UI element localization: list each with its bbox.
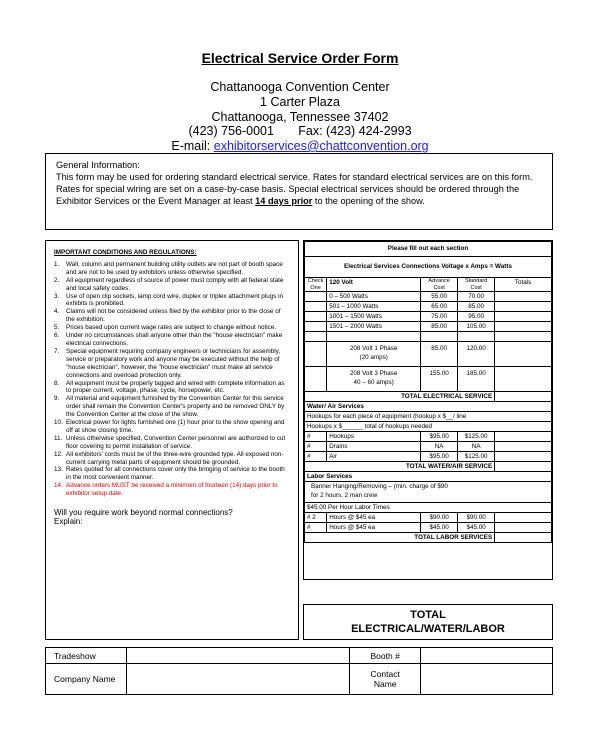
column-check: Check One [305,278,327,292]
email-link[interactable]: exhibitorservices@chattconvention.org [213,139,429,153]
condition-text: Special equipment requiring company engineers or technicians for assembly, service or preparatory work and anyone may be executed without the help of "house electrician", however, the "house electrician" must make all service connections and overload protection only. [66,347,281,379]
contact-field[interactable] [421,664,553,695]
spacer-cell [327,332,421,342]
check-cell[interactable] [305,342,327,367]
condition-item [54,466,290,482]
table-row [305,513,552,523]
table-row [305,242,552,257]
labor-heading: Labor Services [305,472,552,482]
standard-cost: NA [458,442,495,452]
quantity-cell[interactable]: # 2 [305,513,327,523]
table-row [305,432,552,442]
table-row [305,392,552,402]
org-name: Chattanooga Convention Center [210,80,390,94]
standard-cost: 105.00 [458,322,495,332]
spacer-cell [458,332,495,342]
condition-item [54,419,290,435]
three-phase-label: 208 Volt 3 Phase [349,370,398,377]
total-water-cell[interactable] [495,462,552,472]
table-row [305,302,552,312]
column-totals: Totals [495,278,552,292]
table-row [305,523,552,533]
service-desc: Hookups [327,432,421,442]
three-phase-amps: 40 – 60 amps) [353,379,394,386]
standard-cost: $125.00 [458,432,495,442]
table-row [305,332,552,342]
condition-item [54,451,290,467]
spacer-cell [421,332,458,342]
total-cell[interactable] [495,342,552,367]
service-desc: 1501 – 2000 Watts [327,322,421,332]
check-cell[interactable] [305,332,327,342]
table-row [305,472,552,482]
advance-cost: 155.00 [421,367,458,392]
condition-number: 7. [54,347,60,355]
table-row [305,367,552,392]
condition-number: 5. [54,324,60,332]
quantity-cell[interactable]: # [305,523,327,533]
address-line-1: 1 Carter Plaza [260,95,340,109]
advance-cost: $95.00 [421,432,458,442]
advance-cost: $90.00 [421,513,458,523]
condition-text: Prices based upon current wage rates are subject to change without notice. [66,324,277,332]
contact-label: Contact Name [350,664,421,695]
condition-number: 2. [54,276,60,284]
total-water-label: TOTAL WATER/AIR SERVICE [305,462,495,472]
check-cell[interactable] [305,322,327,332]
advance-cost: 85.00 [421,322,458,332]
standard-cost: $90.00 [458,513,495,523]
condition-number: 10. [54,419,63,427]
company-label: Company Name [46,664,127,695]
table-row [305,503,552,513]
column-standard: Standard Cost [458,278,495,292]
condition-text: Rates quoted for all connections cover only the bringing of service to the booth in the most convenient manner. [66,466,285,482]
total-cell[interactable] [495,442,552,452]
condition-number: 9. [54,395,60,403]
total-cell[interactable] [495,432,552,442]
table-row [305,412,552,422]
condition-text: Advance orders MUST be received a minimum of fourteen (14) days prior to exhibitor setup date. [66,482,278,498]
total-cell[interactable] [495,292,552,302]
condition-number: 3. [54,292,60,300]
total-cell[interactable] [495,367,552,392]
tradeshow-field[interactable] [127,648,350,664]
grand-total-line-1: TOTAL [410,609,446,621]
table-row [305,462,552,472]
total-cell[interactable] [495,322,552,332]
company-field[interactable] [127,664,350,695]
condition-item [54,380,290,396]
condition-item [54,293,290,309]
water-air-heading: Water/ Air Services [305,402,552,412]
service-desc: 501 – 1000 Watts [327,302,421,312]
condition-text: Wall, column and permanent building utility outlets are not part of booth space and are not to be used by exhibitors unless otherwise specified. [66,260,283,276]
condition-number: 14. [54,482,63,490]
labor-notes [305,482,552,503]
standard-cost: 120.00 [458,342,495,367]
service-desc: Hours @ $45 ea [327,523,421,533]
table-row [305,278,552,292]
total-cell[interactable] [495,302,552,312]
advance-cost: 75.00 [421,312,458,322]
standard-cost: 95.00 [458,312,495,322]
general-info-line-1: This form may be used for ordering standard electrical service. Rates for standard electrical services are on this form. [56,172,533,182]
table-row [305,402,552,412]
condition-text: All exhibitors' cords must be of the three-wire grounded type. All exposed non-current carrying metal parts of equipment should be grounded. [66,450,284,466]
exhibitor-info-table [45,647,553,695]
general-info-heading: General Information: [56,160,140,170]
booth-label: Booth # [350,648,421,664]
column-advance: Advance Cost [421,278,458,292]
deadline-emphasis: 14 days prior [255,196,313,206]
table-row [46,664,553,695]
condition-item [54,308,290,324]
condition-item [54,324,290,332]
advance-cost: NA [421,442,458,452]
table-row [305,442,552,452]
explain-label[interactable]: Explain: [54,517,83,527]
table-row [305,422,552,432]
table-row [305,257,552,278]
condition-item [54,435,290,451]
services-box [303,240,553,580]
total-cell[interactable] [495,332,552,342]
condition-number: 11. [54,434,63,442]
table-row [305,533,552,543]
total-electrical-cell[interactable] [495,392,552,402]
booth-field[interactable] [421,648,553,664]
total-cell[interactable] [495,312,552,322]
standard-cost: 185.00 [458,367,495,392]
check-cell[interactable] [305,292,327,302]
advance-cost: $95.00 [421,452,458,462]
total-cell[interactable] [495,513,552,523]
general-info-line-3 [56,195,542,207]
voltage-formula: Electrical Services Connections Voltage x Amps = Watts [305,257,552,278]
water-note-2: Hookups x $______ total of hookups needed [305,422,552,432]
advance-cost: $45.00 [421,523,458,533]
table-row [305,292,552,302]
service-desc: 1001 – 1500 Watts [327,312,421,322]
phone-fax: (423) 756-0001 Fax: (423) 424-2993 [188,124,412,138]
column-120-volt: 120 Volt [327,278,421,292]
fill-note: Please fill out each section [305,242,552,257]
check-cell[interactable] [305,302,327,312]
condition-text: All equipment must be properly tagged and wired with complete information as to proper current, voltage, phase, cycle, horsepower, etc. [66,379,285,395]
condition-number: 13. [54,466,63,474]
conditions-box [45,240,299,640]
exhibitor-info-box [45,647,553,695]
service-desc: Air [327,452,421,462]
service-desc: Drains [327,442,421,452]
condition-item-advance-orders [54,482,290,498]
single-phase-amps: (20 amps) [359,354,388,361]
condition-text: Electrical power for lights furnished one (1) hour prior to the show opening and off at show closing time. [66,419,285,434]
condition-text: All equipment regardless of source of power must comply with all federal state and local safety codes. [66,276,284,292]
tradeshow-label: Tradeshow [46,648,127,664]
table-row [305,322,552,332]
quantity-cell[interactable]: # [305,452,327,462]
standard-cost: 70.00 [458,292,495,302]
advance-cost: 55.00 [421,292,458,302]
service-desc: 0 – 500 Watts [327,292,421,302]
total-labor-cell[interactable] [495,533,552,543]
labor-note-1: Banner Hanging/Removing – (min. charge of $90 [311,483,448,490]
conditions-heading: IMPORTANT CONDITIONS AND REGULATIONS: [54,249,197,256]
check-cell[interactable] [305,367,327,392]
standard-cost: $125.00 [458,452,495,462]
form-title: Electrical Service Order Form [201,50,399,66]
advance-cost: 85.00 [421,342,458,367]
condition-text: Unless otherwise specified, Convention Center personnel are authorized to cut floor covering to permit installation of service. [66,434,286,450]
total-labor-label: TOTAL LABOR SERVICES [305,533,495,543]
general-info-line-2: Rates for special wiring are set on a case-by-case basis. Special electrical services should be ordered through the [56,184,520,194]
labor-note-2: for 2 hours, 2 man crew [311,492,378,499]
quantity-cell[interactable]: # [305,432,327,442]
grand-total-box [303,604,553,640]
condition-number: 1. [54,260,60,268]
condition-item [54,261,290,277]
general-info-line-3-pre: Exhibitor Services or the Event Manager at least [56,196,256,206]
condition-text: Claims will not be considered unless filed by the exhibitor prior to the close of the exhibition. [66,308,281,324]
condition-number: 8. [54,379,60,387]
quantity-cell[interactable]: # [305,442,327,452]
condition-item [54,332,290,348]
condition-number: 6. [54,332,60,340]
condition-text: All material and equipment furnished by the Convention Center for this service order shall remain the Convention Center's property and be removed ONLY by the Convention Center at the close of the show. [66,395,285,419]
table-row [305,452,552,462]
condition-text: Use of open clip sockets, lamp cord wire, duplex or triplex attachment plugs in exhibits is prohibited. [66,292,283,308]
general-information-box [45,153,553,230]
three-phase-desc [327,367,421,392]
single-phase-desc [327,342,421,367]
condition-item [54,348,290,380]
service-desc: Hours @ $45 ea [327,513,421,523]
address-line-2: Chattanooga, Tennessee 37402 [211,110,389,124]
standard-cost: 85.00 [458,302,495,312]
total-cell[interactable] [495,452,552,462]
table-row [305,312,552,322]
email-line [0,139,600,153]
grand-total-line-2: ELECTRICAL/WATER/LABOR [351,623,505,635]
single-phase-label: 208 Volt 1 Phase [349,345,398,352]
total-cell[interactable] [495,523,552,533]
table-row [305,482,552,503]
table-row [305,342,552,367]
total-electrical-label: TOTAL ELECTRICAL SERVICE [305,392,495,402]
condition-item [54,395,290,419]
water-note-1: Hookups for each piece of equipment (hookup x $__/ line [305,412,552,422]
check-cell[interactable] [305,312,327,322]
condition-text: Under no circumstances shall anyone other than the "house electrician" make electrical connections. [66,332,283,347]
services-table [304,241,552,543]
condition-number: 12. [54,450,63,458]
condition-item [54,277,290,293]
advance-cost: 65.00 [421,302,458,312]
email-label: E-mail: [171,139,211,153]
additional-work-question: Will you require work beyond normal connections? [54,508,233,518]
general-info-line-3-post: to the opening of the show. [312,196,425,206]
standard-cost: $45.00 [458,523,495,533]
table-row [46,648,553,664]
condition-number: 4. [54,308,60,316]
labor-rate: $45.00 Per Hour Labor Times [305,503,552,513]
